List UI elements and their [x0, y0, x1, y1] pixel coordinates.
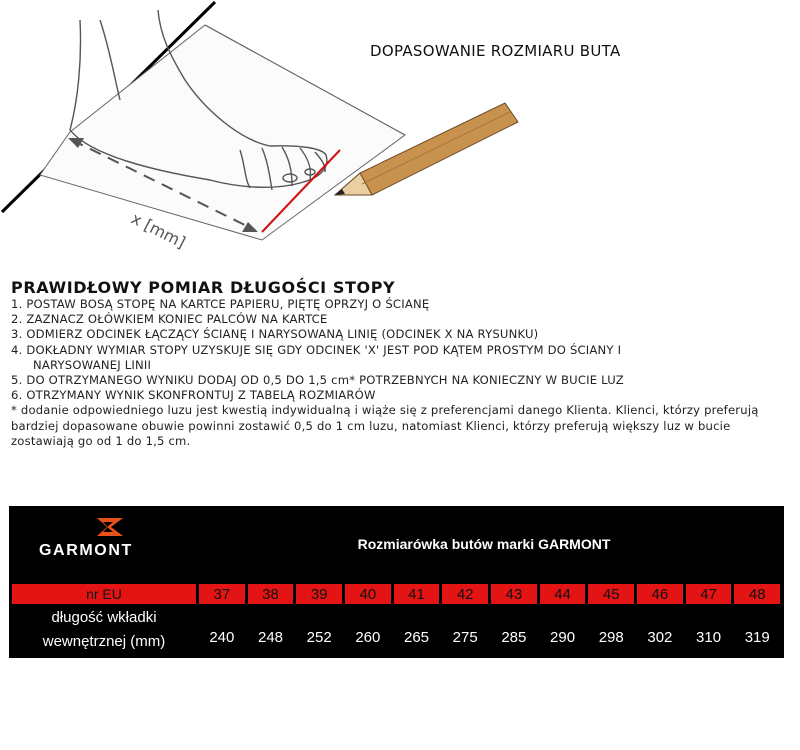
- insole-length-cell: 298: [598, 629, 624, 646]
- eu-size-cell: 43: [491, 584, 537, 604]
- measurement-heading: PRAWIDŁOWY POMIAR DŁUGOŚCI STOPY: [11, 278, 396, 297]
- insole-length-label-line2: wewnętrznej (mm): [42, 633, 166, 650]
- insole-length-cell: 240: [209, 629, 235, 646]
- eu-size-cell: 44: [540, 584, 586, 604]
- insole-length-cell: 319: [744, 629, 770, 646]
- instructions-list: [11, 297, 791, 449]
- insole-length-cell: 285: [501, 629, 527, 646]
- eu-size-cell: 40: [345, 584, 391, 604]
- eu-size-cell: 48: [734, 584, 780, 604]
- foot-measurement-illustration: [0, 0, 800, 270]
- insole-length-cell: 260: [355, 629, 381, 646]
- insole-length-cell: 275: [452, 629, 478, 646]
- insole-length-cell: 252: [306, 629, 332, 646]
- insole-length-cell: 310: [696, 629, 722, 646]
- footnote: * dodanie odpowiedniego luzu jest kwestią indywidualną i wiąże się z preferencjami danego Klienta. Klienci, którzy preferują bardziej dopasowane obuwie powinni zostawić 0,5 do 1 cm luzu, natomiast Klienci, którzy preferują większy luz w bucie zostawiają go od 1 do 1,5 cm.: [11, 403, 759, 448]
- measurement-label: x [mm]: [128, 208, 189, 252]
- insole-length-cell: 290: [550, 629, 576, 646]
- eu-size-cell: 41: [394, 584, 440, 604]
- insole-length-cell: 302: [647, 629, 673, 646]
- insole-length-cell: 265: [404, 629, 430, 646]
- step-1: 1. POSTAW BOSĄ STOPĘ NA KARTCE PAPIERU, PIĘTĘ OPRZYJ O ŚCIANĘ: [11, 297, 430, 311]
- step-4-continued: NARYSOWANEJ LINII: [33, 357, 152, 372]
- step-6: 6. OTRZYMANY WYNIK SKONFRONTUJ Z TABELĄ ROZMIARÓW: [11, 388, 376, 403]
- step-3: 3. ODMIERZ ODCINEK ŁĄCZĄCY ŚCIANĘ I NARYSOWANĄ LINIĘ (ODCINEK X NA RYSUNKU): [11, 327, 539, 342]
- insole-length-label: [12, 606, 196, 654]
- eu-size-cell: 42: [442, 584, 488, 604]
- paper-sheet: [40, 25, 405, 240]
- eu-size-cell: 47: [686, 584, 732, 604]
- step-4: 4. DOKŁADNY WYMIAR STOPY UZYSKUJE SIĘ GDY ODCINEK 'X' JEST POD KĄTEM PROSTYM DO ŚCIANY I: [11, 342, 622, 357]
- eu-size-row: [12, 584, 780, 604]
- eu-size-cell: 39: [296, 584, 342, 604]
- eu-size-cell: 37: [199, 584, 245, 604]
- eu-size-label: nr EU: [12, 584, 196, 604]
- insole-length-row: [199, 629, 780, 646]
- table-title: Rozmiarówka butów marki GARMONT: [357, 536, 611, 552]
- insole-length-label-line1: długość wkładki: [51, 609, 157, 626]
- step-5: 5. DO OTRZYMANEGO WYNIKU DODAJ OD 0,5 DO 1,5 cm* POTRZEBNYCH NA KONIECZNY W BUCIE LUZ: [11, 373, 624, 388]
- eu-size-cell: 45: [588, 584, 634, 604]
- eu-size-cell: 38: [248, 584, 294, 604]
- size-table: [9, 506, 784, 658]
- brand-name: GARMONT: [39, 542, 133, 559]
- insole-length-cell: 248: [257, 629, 284, 646]
- page-title: DOPASOWANIE ROZMIARU BUTA: [370, 42, 621, 60]
- step-2: 2. ZAZNACZ OŁÓWKIEM KONIEC PALCÓW NA KARTCE: [11, 312, 328, 327]
- eu-size-cell: 46: [637, 584, 683, 604]
